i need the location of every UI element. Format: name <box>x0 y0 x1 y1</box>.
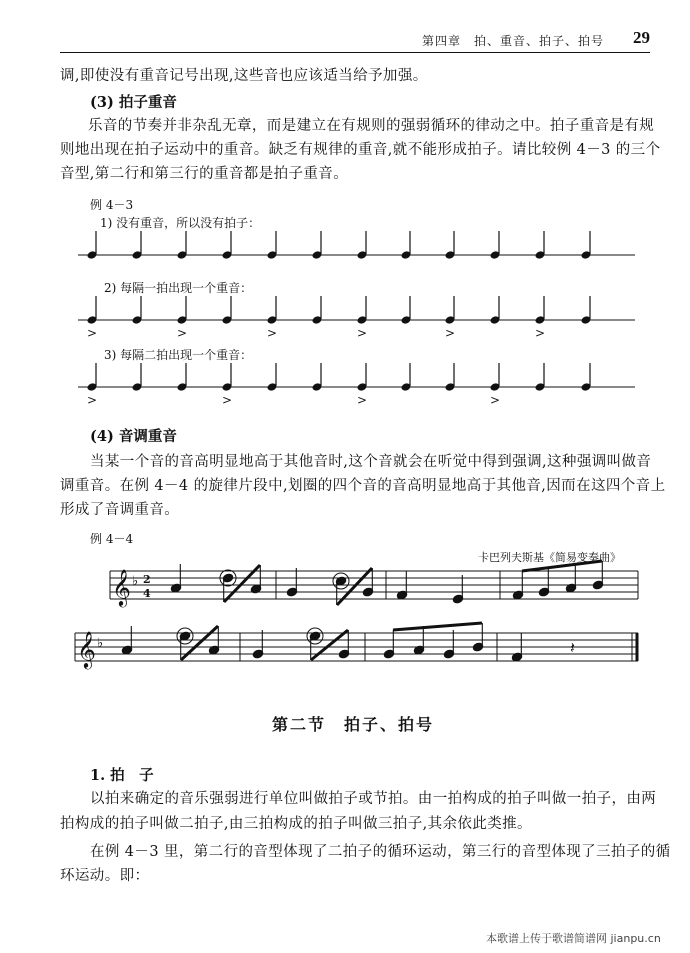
quarter-rest: 𝄽 <box>570 638 575 657</box>
staff-1 <box>110 571 638 599</box>
chapter-title: 第四章 拍、重音、拍子、拍号 <box>421 34 604 48</box>
accent-mark: > <box>535 326 546 340</box>
time-sig-bottom: 4 <box>143 587 151 600</box>
subsection-1-para-line-4: 环运动。即： <box>60 868 150 884</box>
accent-mark: > <box>357 393 368 407</box>
beam <box>522 561 602 571</box>
section-4-para-line-1: 当某一个音的音高明显地高于其他音时,这个音就会在听觉中得到强调,这种强调叫做音 <box>90 454 652 470</box>
accent-mark: > <box>87 326 98 340</box>
staff-2 <box>75 633 638 661</box>
section-4-para-line-3: 形成了音调重音。 <box>60 502 180 518</box>
example-4-4-label: 例 4－4 <box>90 532 134 546</box>
treble-clef-2: 𝄞 <box>77 630 96 668</box>
accent-mark: > <box>445 326 456 340</box>
example-4-3-line-1-caption: 1) 没有重音，所以没有拍子： <box>100 216 261 230</box>
accent-mark: > <box>177 326 188 340</box>
subsection-1-para-line-1: 以拍来确定的音乐强弱进行单位叫做拍子或节拍。由一拍构成的拍子叫做一拍子，由两 <box>90 791 657 807</box>
subsection-1-para-line-2: 拍构成的拍子叫做二拍子,由三拍构成的拍子叫做三拍子,其余依此类推。 <box>60 816 532 832</box>
example-4-4-source: 卡巴列夫斯基《简易变奏曲》 <box>478 551 621 564</box>
accent-mark: > <box>357 326 368 340</box>
treble-clef-1: 𝄞 <box>112 568 131 606</box>
time-sig-top: 2 <box>143 573 151 586</box>
footer-watermark: 本歌谱上传于歌谱简谱网 jianpu.cn <box>486 932 661 945</box>
accent-mark: > <box>267 326 278 340</box>
section-4-heading: (4) 音调重音 <box>90 428 177 445</box>
section-3-para-line-1: 乐音的节奏并非杂乱无章，而是建立在有规则的强弱循环的律动之中。拍子重音是有规 <box>88 118 655 134</box>
flat-sign-1: ♭ <box>132 574 139 589</box>
example-4-3-line-2-caption: 2) 每隔一拍出现一个重音： <box>104 281 253 295</box>
subsection-1-heading: 1. 拍 子 <box>90 767 154 784</box>
flat-sign-2: ♭ <box>97 636 104 651</box>
beam <box>181 626 218 660</box>
section-title: 第二节 拍子、拍号 <box>272 715 435 734</box>
example-4-3-label: 例 4－3 <box>90 198 134 212</box>
section-4-para-line-2: 调重音。在例 4－4 的旋律片段中,划圈的四个音的音高明显地高于其他音,因而在这四个音上 <box>60 478 666 494</box>
accent-mark: > <box>87 393 98 407</box>
intro-line: 调,即使没有重音记号出现,这些音也应该适当给予加强。 <box>60 68 428 84</box>
example-4-3-line-3-caption: 3) 每隔二拍出现一个重音： <box>104 348 253 362</box>
subsection-1-para-line-3: 在例 4－3 里，第二行的音型体现了二拍子的循环运动，第三行的音型体现了三拍子的循 <box>90 844 671 860</box>
section-3-para-line-2: 则地出现在拍子运动中的重音。缺乏有规律的重音,就不能形成拍子。请比较例 4－3 的三个 <box>60 142 661 158</box>
accent-mark: > <box>222 393 233 407</box>
section-3-heading: (3) 拍子重音 <box>90 94 177 111</box>
accent-mark: > <box>490 393 501 407</box>
section-3-para-line-3: 音型,第二行和第三行的重音都是拍子重音。 <box>60 166 349 182</box>
page-number: 29 <box>633 28 650 47</box>
beam <box>393 623 482 630</box>
